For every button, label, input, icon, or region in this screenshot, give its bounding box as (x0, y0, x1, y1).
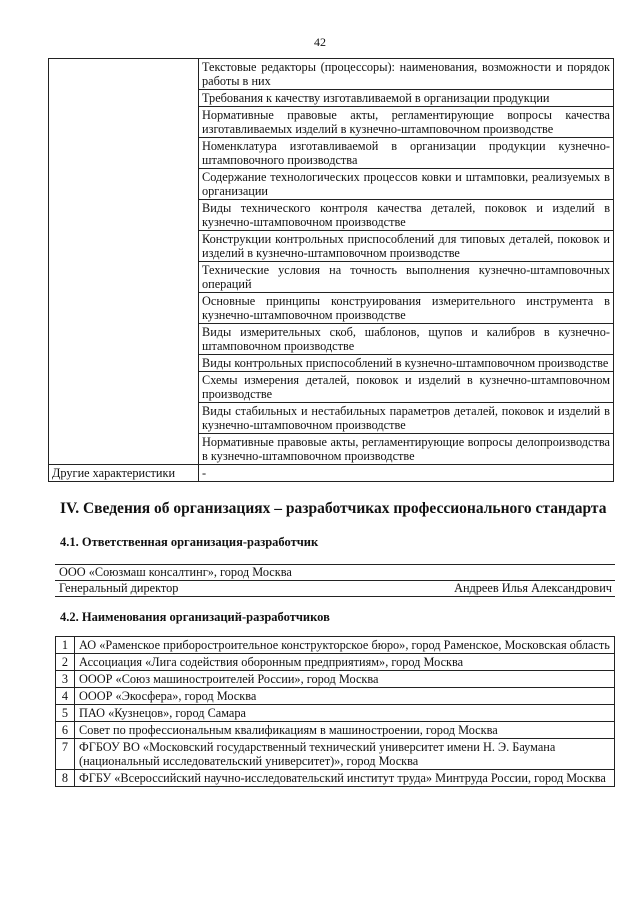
knowledge-item: Текстовые редакторы (процессоры): наименования, возможности и порядок работы в них (199, 59, 614, 90)
responsible-org-name: ООО «Союзмаш консалтинг», город Москва (59, 565, 292, 579)
developer-name: ОООР «Экосфера», город Москва (75, 688, 615, 705)
table-row (56, 739, 615, 770)
table-row (56, 671, 615, 688)
developer-number: 3 (56, 671, 75, 688)
developers-title: 4.2. Наименования организаций-разработчиков (60, 610, 330, 624)
table-row (56, 637, 615, 654)
developer-number: 8 (56, 770, 75, 787)
other-characteristics-value: - (199, 465, 614, 482)
table-row (49, 59, 614, 90)
knowledge-item: Номенклатура изготавливаемой в организации продукции кузнечно-штамповочного производства (199, 138, 614, 169)
developer-number: 6 (56, 722, 75, 739)
knowledge-item: Содержание технологических процессов ковки и штамповки, реализуемых в организации (199, 169, 614, 200)
knowledge-item: Виды стабильных и нестабильных параметров деталей, поковок и изделий в кузнечно-штамповочном производстве (199, 403, 614, 434)
developer-name: ФГБУ «Всероссийский научно-исследовательский институт труда» Минтруда России, город Москва (75, 770, 615, 787)
section-iv-title: IV. Сведения об организациях – разработчиках профессионального стандарта (60, 500, 607, 517)
knowledge-item: Конструкции контрольных приспособлений для типовых деталей, поковок и изделий в кузнечно-штамповочном производстве (199, 231, 614, 262)
responsible-org-block (55, 564, 615, 597)
other-characteristics-label: Другие характеристики (49, 465, 199, 482)
developer-number: 4 (56, 688, 75, 705)
developer-number: 5 (56, 705, 75, 722)
knowledge-item: Основные принципы конструирования измерительного инструмента в кузнечно-штамповочном производстве (199, 293, 614, 324)
page-number: 42 (314, 35, 326, 49)
developer-name: АО «Раменское приборостроительное конструкторское бюро», город Раменское, Московская область (75, 637, 615, 654)
developer-name: ПАО «Кузнецов», город Самара (75, 705, 615, 722)
developer-number: 2 (56, 654, 75, 671)
responsible-org-row (55, 564, 615, 580)
knowledge-item: Нормативные правовые акты, регламентирующие вопросы качества изготавливаемых изделий в кузнечно-штамповочном производстве (199, 107, 614, 138)
knowledge-item: Схемы измерения деталей, поковок и изделий в кузнечно-штамповочном производстве (199, 372, 614, 403)
director-row (55, 580, 615, 597)
responsible-org-title: 4.1. Ответственная организация-разработчик (60, 535, 319, 549)
developer-number: 7 (56, 739, 75, 770)
knowledge-item: Нормативные правовые акты, регламентирующие вопросы делопроизводства в кузнечно-штамповочном производстве (199, 434, 614, 465)
required-knowledge-table (48, 58, 614, 482)
knowledge-item: Виды контрольных приспособлений в кузнечно-штамповочном производстве (199, 355, 614, 372)
developer-number: 1 (56, 637, 75, 654)
knowledge-item: Требования к качеству изготавливаемой в организации продукции (199, 90, 614, 107)
knowledge-item: Виды измерительных скоб, шаблонов, щупов и калибров в кузнечно-штамповочном производстве (199, 324, 614, 355)
table-row (56, 705, 615, 722)
developer-name: Ассоциация «Лига содействия оборонным предприятиям», город Москва (75, 654, 615, 671)
table-row (56, 722, 615, 739)
table-row (56, 688, 615, 705)
table-row (56, 654, 615, 671)
table-row (56, 770, 615, 787)
table-row (49, 465, 614, 482)
developer-name: ФГБОУ ВО «Московский государственный технический университет имени Н. Э. Баумана (национальный исследовательский университет)», город Москва (75, 739, 615, 770)
director-name: Андреев Илья Александрович (454, 581, 612, 595)
developers-table (55, 636, 615, 787)
developer-name: Совет по профессиональным квалификациям в машиностроении, город Москва (75, 722, 615, 739)
knowledge-item: Виды технического контроля качества деталей, поковок и изделий в кузнечно-штамповочном производстве (199, 200, 614, 231)
developer-name: ОООР «Союз машиностроителей России», город Москва (75, 671, 615, 688)
knowledge-label-cell (49, 59, 199, 465)
knowledge-item: Технические условия на точность выполнения кузнечно-штамповочных операций (199, 262, 614, 293)
director-title: Генеральный директор (59, 581, 179, 595)
